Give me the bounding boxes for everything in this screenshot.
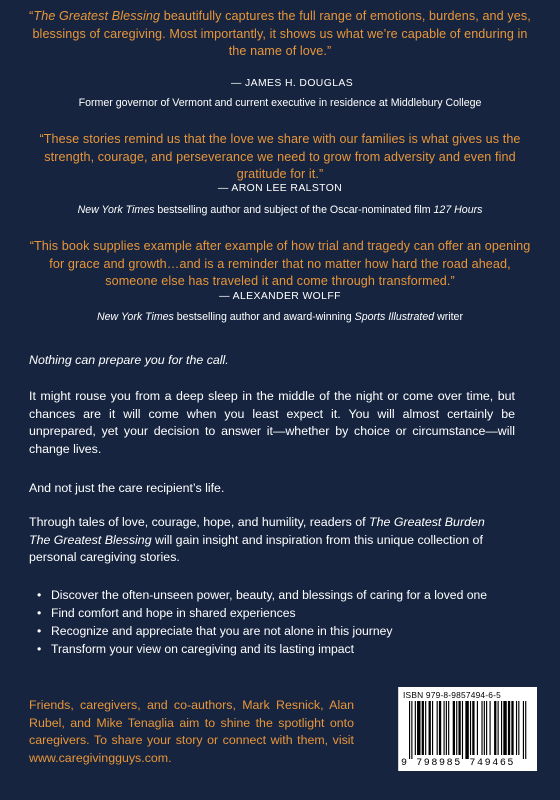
barcode-bar [437,701,438,755]
description-paragraph-1: It might rouse you from a deep sleep in the middle of the night or come over time, but chances are it will come when you least expect it. You will almost certainly be unprepared, yet your decision to answer it—whether by choice or circumstance—will change lives. [29,389,515,456]
open-quote-mark: “ [29,9,34,23]
book-title-part-a: The Greatest Burden [369,515,485,529]
barcode-bar [470,701,471,755]
blurb-quote-2: “These stories remind us that the love we share with our families is what gives us the strength, courage, and perseverance we need to grow from adversity and even find gratitude for it.” [39,132,521,181]
barcode-number: 9 798985 749465 [401,758,516,769]
barcode-bar [511,701,513,755]
barcode-bars [403,701,533,759]
blurb-quote-3: “This book supplies example after example of how trial and tragedy can offer an opening for grace and growth…and is a reminder that no matter how hard the road ahead, someone else has traveled it and come through transformed.” [29,239,531,288]
barcode-bar [444,701,445,755]
barcode-bar [490,701,491,755]
barcode-bar [432,701,433,755]
barcode-bar [498,701,499,755]
blurb-attribution-3: — ALEXANDER WOLFF [219,291,341,302]
bullet-item: • Transform your view on caregiving and its lasting impact [37,640,527,658]
magazine-title: Sports Illustrated [354,311,435,323]
barcode-bar [409,701,410,759]
barcode-bar [523,701,524,759]
barcode-bar [448,701,449,755]
credit-text-end: writer [434,311,463,323]
bullet-item: • Recognize and appreciate that you are not alone in this journey [37,622,527,640]
barcode-bar [422,701,424,755]
barcode-bar [456,701,457,755]
paragraph-text: Through tales of love, courage, hope, and humility, readers of [29,515,370,529]
barcode-bar [525,701,526,759]
barcode-bar [477,701,478,755]
barcode-bar [415,701,416,755]
barcode-bar [501,701,502,755]
barcode-bar [462,701,463,759]
barcode-bar [429,701,431,755]
book-title-part-b: The Greatest Blessing [29,532,152,547]
blurb-attribution-1: — JAMES H. DOUGLAS [230,78,354,89]
barcode-bar [494,701,496,755]
publication-name: New York Times [77,204,155,216]
blurb-quote-1 [28,8,532,61]
barcode-bar [516,701,517,755]
blurb-quote-1-title: The Greatest Blessing [33,9,161,23]
publication-name: New York Times [97,311,174,323]
barcode-bar [446,701,447,755]
barcode-bar [486,701,487,755]
film-title: 127 Hours [433,204,483,216]
barcode-bar [425,701,426,755]
paragraph-text-end: will gain insight and inspiration from this unique collection of personal caregiving stories. [29,532,483,564]
blurb-quote-1-text: beautifully captures the full range of emotions, burdens, and yes, blessings of caregiving. Most importantly, it shows us what we’re capable of enduring in the name of love.” [32,9,531,58]
barcode-bar [439,701,441,755]
barcode-bar [453,701,455,755]
barcode-bar [411,701,412,759]
barcode-bar [481,701,482,755]
barcode-bar [503,701,506,755]
bullet-item: • Discover the often-unseen power, beauty, and blessings of caring for a loved one [37,586,527,604]
barcode-bar [458,701,460,755]
description-paragraph-3 [29,514,515,567]
barcode-bar [484,701,485,755]
credit-text: bestselling author and subject of the Oscar-nominated film [154,204,434,216]
barcode-bar [472,701,474,755]
barcode-bar [417,701,420,755]
author-note: Friends, caregivers, and co-authors, Mark Resnick, Alan Rubel, and Mike Tenaglia aim to shine the spotlight onto caregivers. To share your story or connect with them, visit www.caregivingguys.com. [29,698,354,765]
feature-bullet-list [37,586,527,658]
blurb-attribution-2: — ARON LEE RALSTON [217,183,343,194]
blurb-credit-2 [18,203,542,217]
description-paragraph-2: And not just the care recipient’s life. [29,481,225,495]
bullet-item: • Find comfort and hope in shared experiences [37,604,527,622]
barcode-bar [518,701,519,755]
barcode-bar [465,701,468,759]
credit-text: bestselling author and award-winning [173,311,355,323]
barcode-bar [508,701,510,755]
blurb-credit-1: Former governor of Vermont and current executive in residence at Middlebury College [78,97,482,109]
tagline: Nothing can prepare you for the call. [29,353,229,367]
isbn-label: ISBN 979-8-9857494-6-5 [403,690,501,700]
blurb-credit-3 [18,310,542,324]
isbn-barcode [398,687,537,771]
